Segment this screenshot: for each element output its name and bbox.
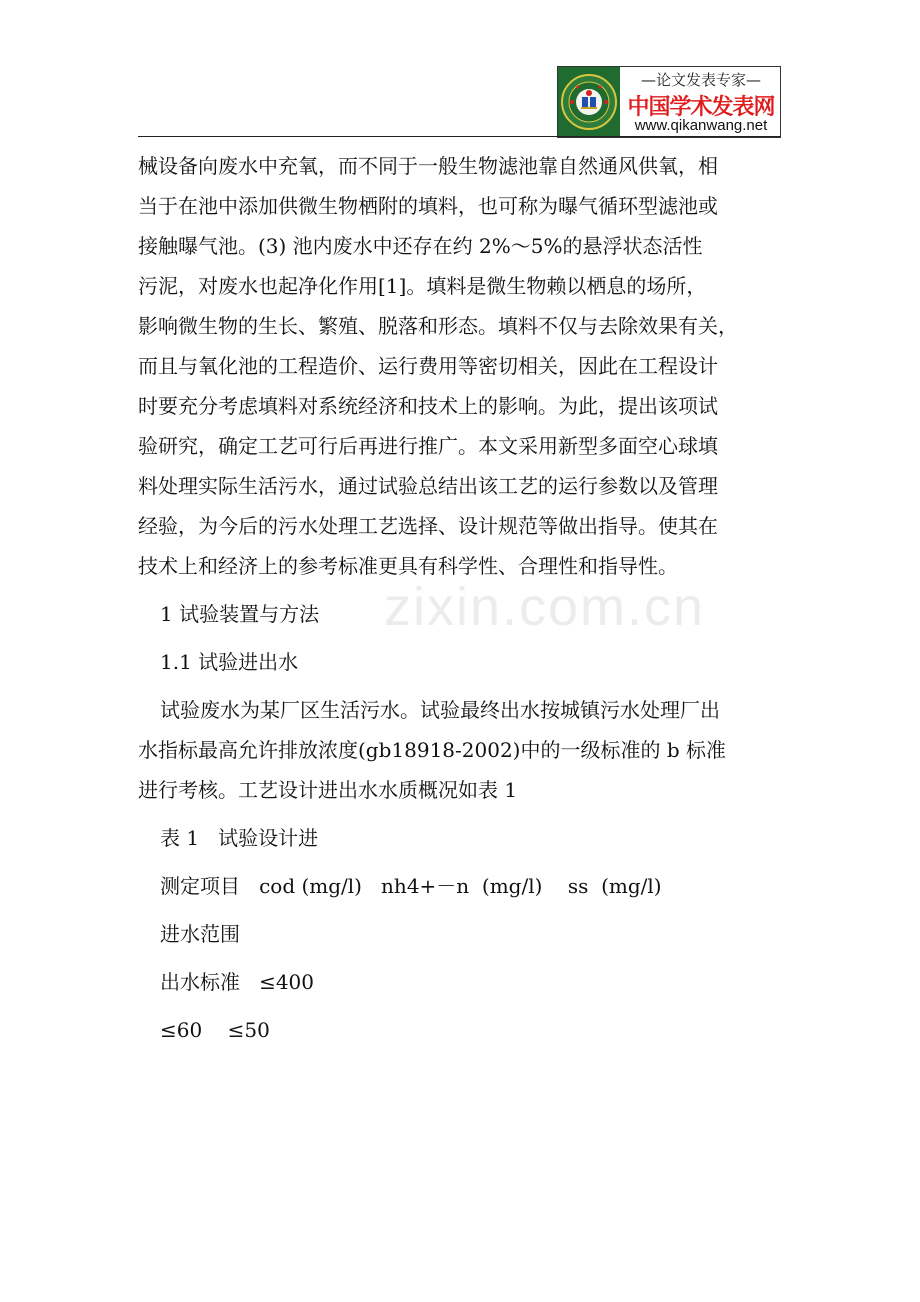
text-line: 而且与氧化池的工程造价、运行费用等密切相关，因此在工程设计 [138,354,718,378]
site-brand-name: 中国学术发表网 [627,95,775,120]
body-paragraph-2 [138,690,780,810]
text-line: 进行考核。工艺设计进出水水质概况如表 1 [138,778,518,802]
text-line: 时要充分考虑填料对系统经济和技术上的影响。为此，提出该项试 [138,394,718,418]
table-row-effluent-standard: 出水标准 ≤400 [160,970,315,994]
section-heading: 1 试验装置与方法 [160,602,320,626]
text-line: 水指标最高允许排放浓度(gb18918-2002)中的一级标准的 b 标准 [138,738,727,762]
text-line: 械设备向废水中充氧，而不同于一般生物滤池靠自然通风供氧，相 [138,154,718,178]
site-url: www.qikanwang.net [634,117,768,134]
table-caption: 表 1 试验设计进 [160,826,319,850]
text-line: 当于在池中添加供微生物栖附的填料，也可称为曝气循环型滤池或 [138,194,718,218]
subsection-heading: 1.1 试验进出水 [160,650,299,674]
text-line: 经验，为今后的污水处理工艺选择、设计规范等做出指导。使其在 [138,514,718,538]
table-header-row: 测定项目 cod (mg/l) nh4+－n (mg/l) ss (mg/l) [160,874,662,898]
table-row-values: ≤60 ≤50 [160,1018,270,1042]
text-line: 影响微生物的生长、繁殖、脱落和形态。填料不仅与去除效果有关， [138,314,738,338]
body-paragraph-1 [138,146,780,586]
header-divider [138,136,780,137]
text-line: 料处理实际生活污水，通过试验总结出该工艺的运行参数以及管理 [138,474,718,498]
site-slogan: —论文发表专家— [640,71,761,89]
table-row-influent-range: 进水范围 [160,922,240,946]
text-line: 技术上和经济上的参考标准更具有科学性、合理性和指导性。 [138,554,678,578]
document-body [138,146,780,1050]
seal-emblem-icon [558,67,620,137]
site-logo [557,66,781,138]
text-line: 接触曝气池。(3) 池内废水中还存在约 2%～5%的悬浮状态活性 [138,234,703,258]
text-line: 污泥，对废水也起净化作用[1]。填料是微生物赖以栖息的场所， [138,274,707,298]
text-line: 试验废水为某厂区生活污水。试验最终出水按城镇污水处理厂出 [160,698,720,722]
text-line: 验研究，确定工艺可行后再进行推广。本文采用新型多面空心球填 [138,434,718,458]
watermark: zixin.com.cn [384,577,706,637]
